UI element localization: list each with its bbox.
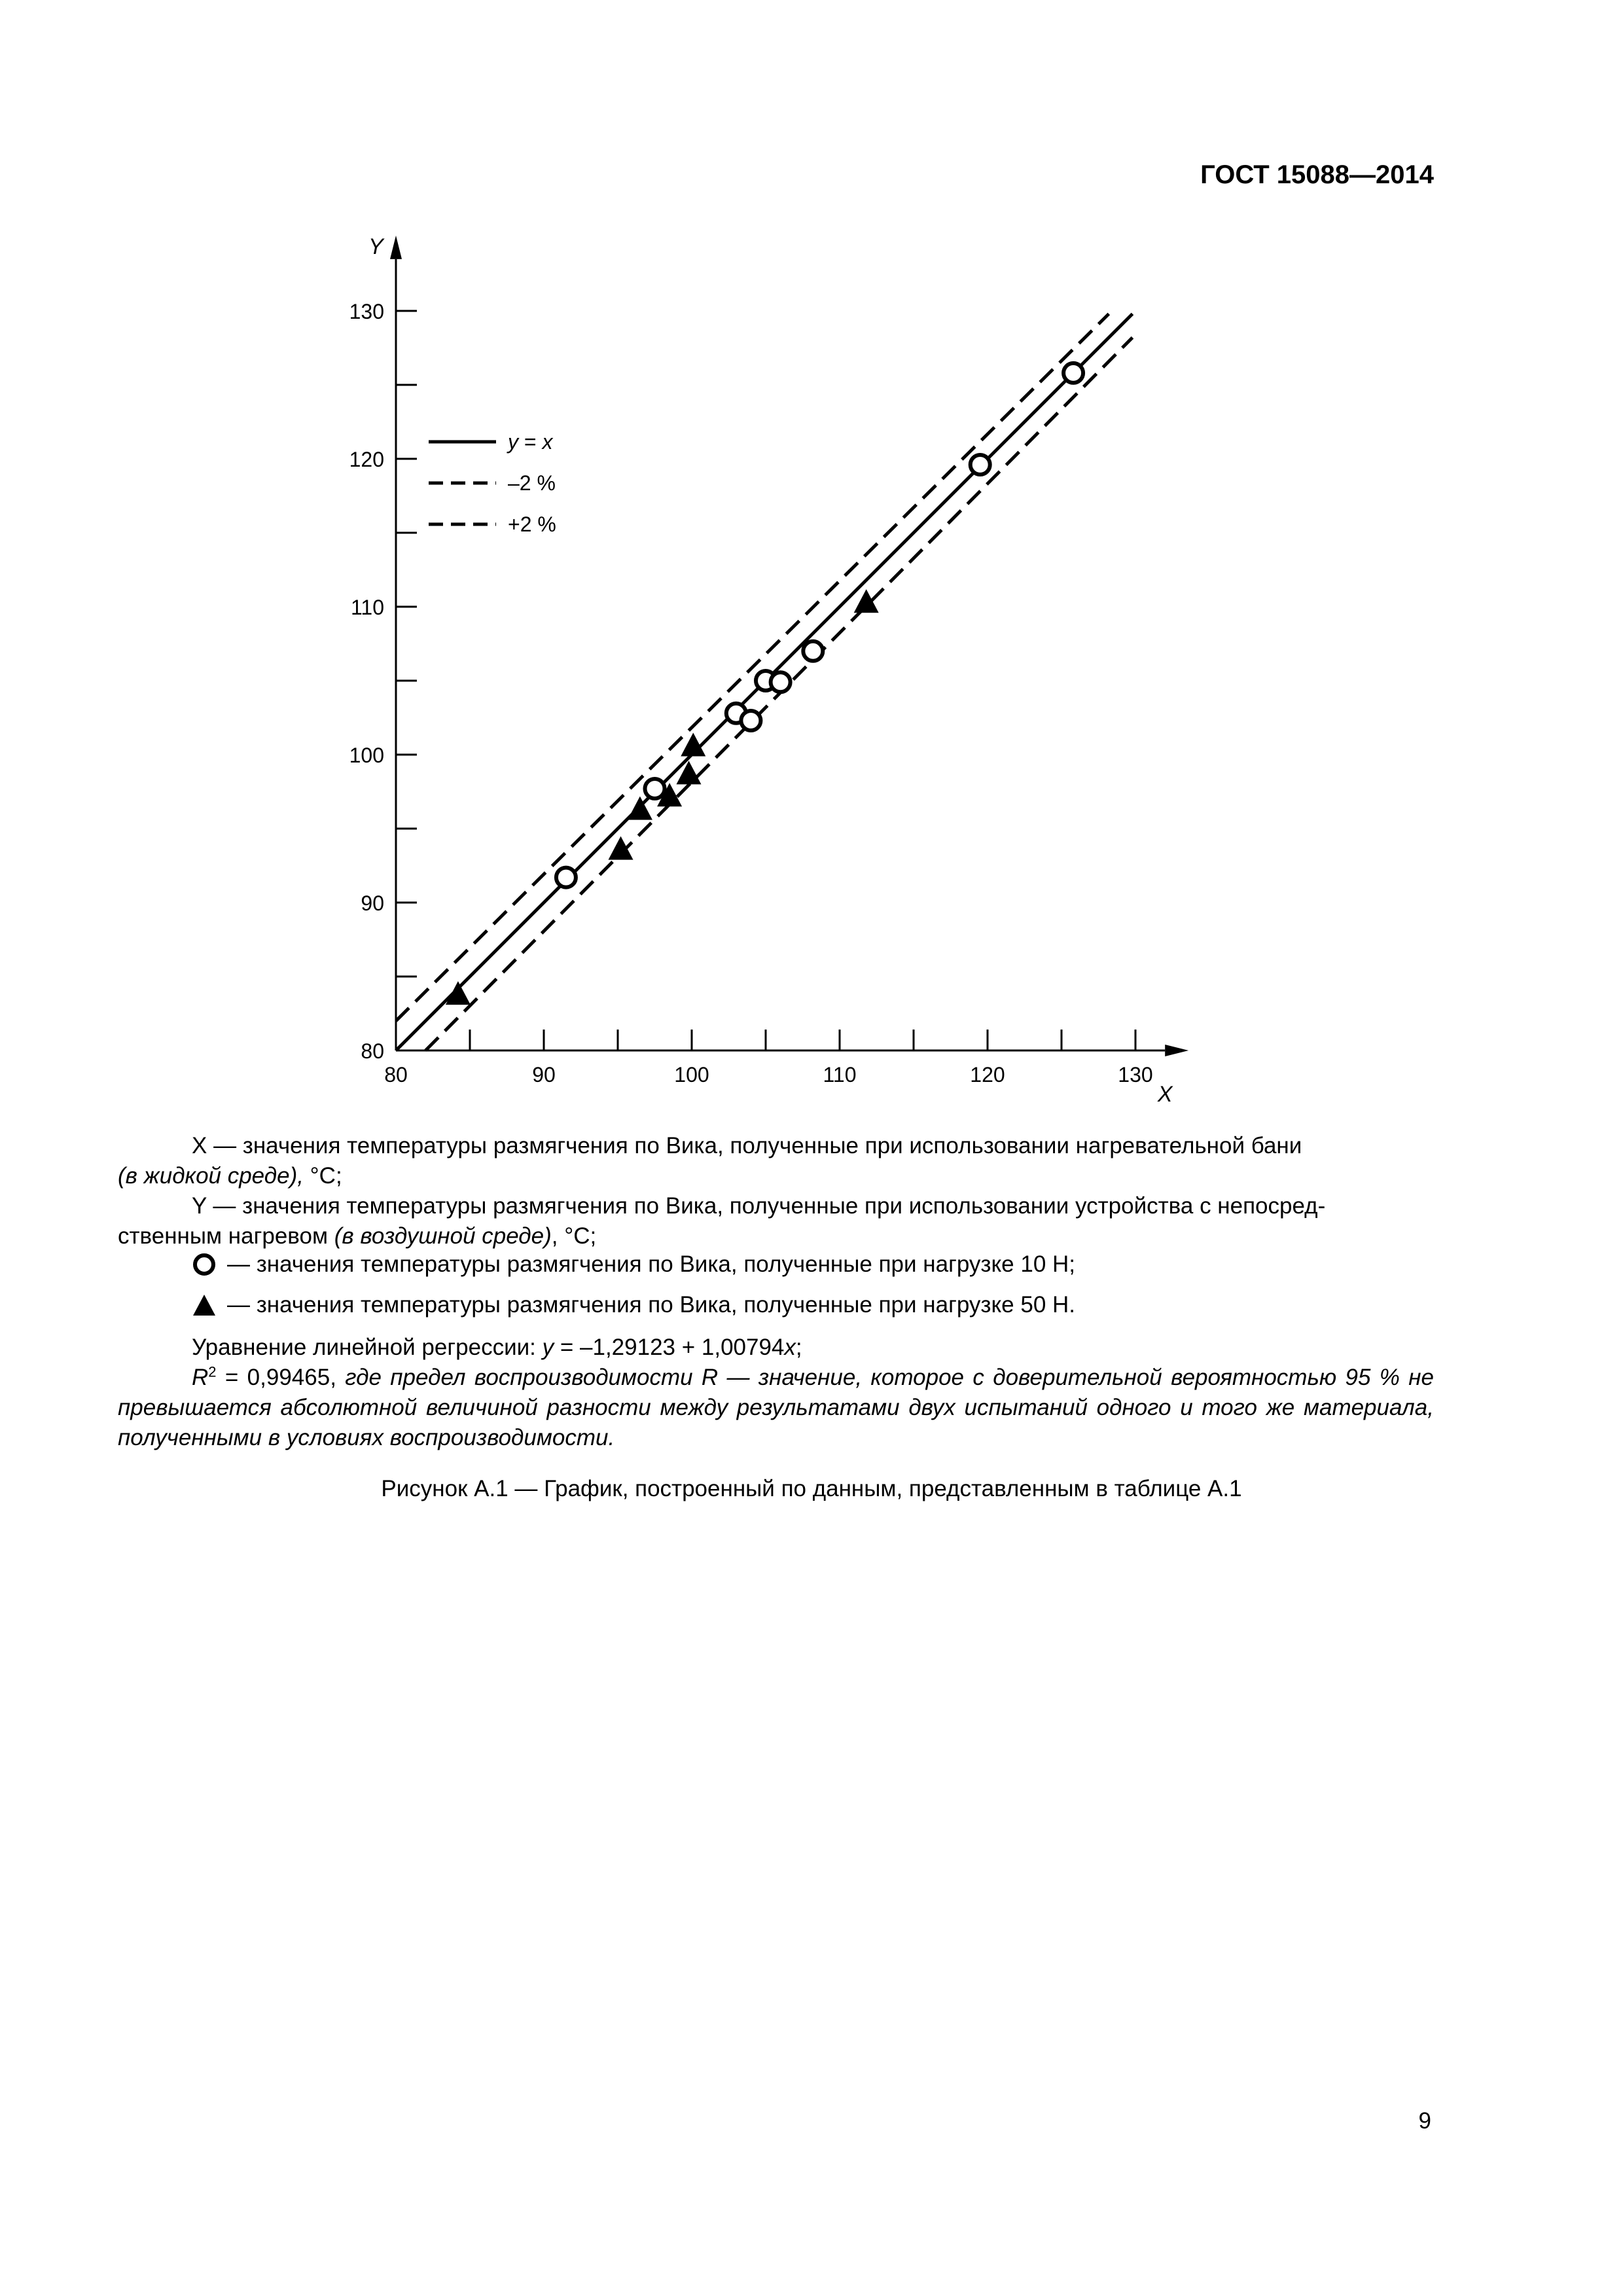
triangle-legend-text: — значения температуры размягчения по Вика, полученные при нагрузке 50 Н. bbox=[227, 1292, 1076, 1318]
x-description-unit: °С; bbox=[303, 1163, 342, 1189]
x-description bbox=[118, 1131, 1434, 1161]
regression-chart bbox=[0, 0, 1623, 1126]
circle-point bbox=[971, 455, 990, 475]
r2-symbol: R bbox=[192, 1365, 209, 1390]
x-tick-label: 80 bbox=[384, 1063, 408, 1086]
x-tick-label: 90 bbox=[532, 1063, 556, 1086]
circle-legend-text: — значения температуры размягчения по Вика, полученные при нагрузке 10 Н; bbox=[227, 1251, 1076, 1277]
x-tick-label: 100 bbox=[674, 1063, 709, 1086]
x-description-line1: X — значения температуры размягчения по Вика, полученные при использовании нагревательной бани bbox=[192, 1133, 1302, 1158]
y-description-unit: , °С; bbox=[551, 1223, 597, 1249]
x-tick-label: 120 bbox=[970, 1063, 1005, 1086]
y-tick-label: 100 bbox=[349, 744, 384, 767]
chart-legend bbox=[429, 430, 556, 536]
legend-var-x: x bbox=[542, 430, 553, 454]
circle-point bbox=[645, 779, 665, 798]
r2-description bbox=[118, 1363, 1434, 1453]
y-tick-label: 120 bbox=[349, 448, 384, 471]
r2-value: = 0,99465, bbox=[216, 1365, 346, 1390]
legend-equals: = bbox=[518, 430, 543, 454]
triangle-marker-icon bbox=[192, 1293, 217, 1318]
y-description-line1: Y — значения температуры размягчения по Вика, полученные при использовании устройства с непосред- bbox=[192, 1193, 1326, 1219]
circle-point bbox=[556, 868, 576, 888]
page-number: 9 bbox=[1418, 2108, 1431, 2134]
y-tick-label: 110 bbox=[350, 596, 384, 619]
circle-legend-line bbox=[192, 1251, 1075, 1278]
y-tick-label: 130 bbox=[349, 300, 384, 323]
x-description-cont bbox=[118, 1161, 1434, 1191]
circle-point bbox=[803, 641, 823, 661]
regression-label: Уравнение линейной регрессии: bbox=[192, 1335, 543, 1360]
circle-point bbox=[771, 672, 791, 692]
x-axis-arrow bbox=[1165, 1045, 1188, 1056]
y-axis-arrow bbox=[390, 236, 402, 259]
regression-equation bbox=[118, 1333, 1434, 1363]
triangle-point bbox=[609, 836, 633, 860]
circle-point bbox=[1063, 363, 1083, 383]
y-tick-label: 90 bbox=[361, 891, 384, 915]
x-axis-label: X bbox=[1157, 1082, 1173, 1107]
legend-label: –2 % bbox=[508, 471, 556, 495]
x-tick-label: 110 bbox=[823, 1063, 857, 1086]
legend-label: +2 % bbox=[508, 512, 556, 536]
circle-point bbox=[741, 711, 760, 730]
y-description-italic: (в воздушной среде) bbox=[334, 1223, 552, 1249]
y-tick-label: 80 bbox=[361, 1039, 384, 1063]
x-tick-label: 130 bbox=[1118, 1063, 1153, 1086]
y-description-cont bbox=[118, 1221, 1434, 1251]
r2-explanation: где предел воспроизводимости R — значение, которое с доверительной вероятностью 95 % не превышается абсолютной величиной разности между результатами двух испытаний одного и того же материала, полученными в условиях воспроизводимости. bbox=[118, 1365, 1434, 1450]
legend-label bbox=[507, 430, 553, 454]
triangle-point bbox=[446, 981, 471, 1005]
y-description-start: ственным нагревом bbox=[118, 1223, 334, 1249]
figure-caption: Рисунок А.1 — График, построенный по данным, представленным в таблице А.1 bbox=[381, 1476, 1242, 1501]
regression-y: y bbox=[542, 1335, 554, 1360]
regression-formula: = –1,29123 + 1,00794 bbox=[554, 1335, 785, 1360]
triangle-legend-line bbox=[192, 1292, 1075, 1318]
y-axis-label: Y bbox=[368, 234, 383, 259]
circle-marker-icon bbox=[192, 1252, 217, 1277]
r2-superscript: 2 bbox=[208, 1363, 217, 1380]
x-description-italic: (в жидкой среде), bbox=[118, 1163, 304, 1189]
triangle-point bbox=[854, 589, 879, 613]
legend-var-y: y bbox=[508, 430, 518, 454]
chart-points bbox=[446, 363, 1083, 1005]
document-header: ГОСТ 15088—2014 bbox=[1200, 160, 1434, 189]
line-upper-tolerance bbox=[396, 314, 1109, 1021]
regression-x: x bbox=[784, 1335, 796, 1360]
y-description bbox=[118, 1191, 1434, 1221]
regression-end: ; bbox=[795, 1335, 802, 1360]
